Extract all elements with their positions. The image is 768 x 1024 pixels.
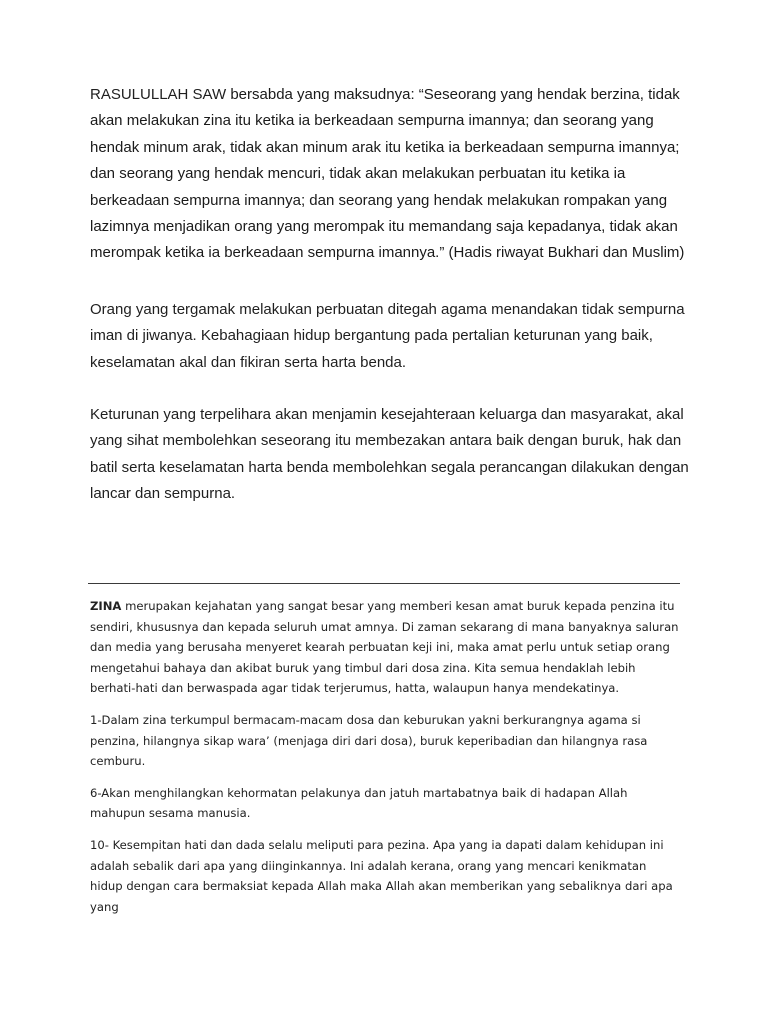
zina-intro-paragraph bbox=[90, 596, 680, 699]
section-divider bbox=[88, 583, 680, 584]
point-6-paragraph: 6-Akan menghilangkan kehormatan pelakunya dan jatuh martabatnya baik di hadapan Allah mahupun sesama manusia. bbox=[90, 785, 628, 821]
point-1-paragraph: 1-Dalam zina terkumpul bermacam-macam dosa dan keburukan yakni berkurangnya agama si penzina, hilangnya sikap wara’ (menjaga diri dari dosa), buruk keperibadian dan hilangnya rasa cemburu. bbox=[90, 712, 648, 769]
hadith-paragraph bbox=[90, 82, 690, 267]
zina-heading-word: ZINA bbox=[90, 599, 122, 613]
iman-paragraph: Orang yang tergamak melakukan perbuatan ditegah agama menandakan tidak sempurna iman di jiwanya. Kebahagiaan hidup bergantung pada pertalian keturunan yang baik, keselamatan akal dan fikiran serta harta benda. bbox=[90, 300, 685, 371]
keturunan-paragraph: Keturunan yang terpelihara akan menjamin kesejahteraan keluarga dan masyarakat, akal yang sihat membolehkan seseorang itu membezakan antara baik dengan buruk, hak dan batil serta keselamatan harta benda membolehkan segala perancangan dilakukan dengan lancar dan sempurna. bbox=[90, 406, 689, 503]
lower-section bbox=[90, 596, 680, 917]
hadith-lead: RASULULLAH SAW bbox=[90, 86, 227, 103]
upper-section bbox=[90, 82, 690, 508]
hadith-text: bersabda yang maksudnya: “Seseorang yang hendak berzina, tidak akan melakukan zina itu ketika ia berkeadaan sempurna imannya; dan seorang yang hendak minum arak, tidak akan minum arak itu ketika ia berkeadaan sempurna imannya; dan seorang yang hendak mencuri, tidak akan melakukan perbuatan itu ketika ia berkeadaan sempurna imannya; dan seorang yang hendak melakukan rompakan yang lazimnya menjadikan orang yang merompak itu memandang saja kepadanya, tidak akan merompak ketika ia berkeadaan sempurna imannya.” (Hadis riwayat Bukhari dan Muslim) bbox=[90, 86, 685, 262]
zina-intro-text: merupakan kejahatan yang sangat besar yang memberi kesan amat buruk kepada penzina itu sendiri, khususnya dan kepada seluruh umat amnya. Di zaman sekarang di mana banyaknya saluran dan media yang berusaha menyeret kearah perbuatan keji ini, maka amat perlu untuk setiap orang mengetahui bahaya dan akibat buruk yang timbul dari dosa zina. Kita semua hendaklah lebih berhati-hati dan berwaspada agar tidak terjerumus, hatta, walaupun hanya mendekatinya. bbox=[90, 599, 679, 696]
point-10-paragraph: 10- Kesempitan hati dan dada selalu meliputi para pezina. Apa yang ia dapati dalam kehidupan ini adalah sebalik dari apa yang diinginkannya. Ini adalah kerana, orang yang mencari kenikmatan hidup dengan cara bermaksiat kepada Allah maka Allah akan memberikan yang sebaliknya dari apa yang bbox=[90, 837, 673, 914]
